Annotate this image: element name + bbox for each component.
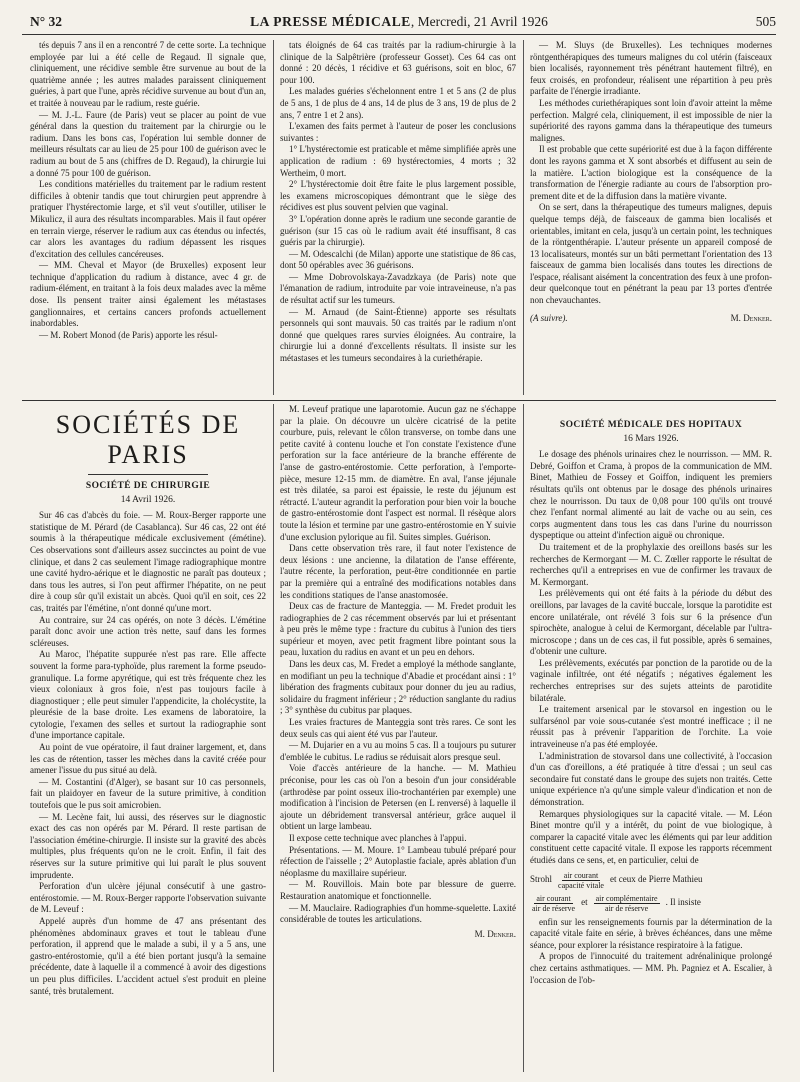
paragraph: 3° L'opération donne après le radium une seconde garantie de guérison (sur 15 cas où le radium avait été insuffisant, 8 cas guéris par la chirurgie). bbox=[280, 213, 516, 248]
paragraph: — M. Dujarier en a vu au moins 5 cas. Il a toujours pu suturer d'emblée le cubitus. Le radius se réduisait alors presque seul. bbox=[280, 740, 516, 762]
paragraph: Au contraire, sur 24 cas opérés, on note 3 décès. L'émétine paraît donc avoir une action très nette, sauf dans les formes scléreuses. bbox=[30, 614, 266, 648]
page-folio: 505 bbox=[755, 14, 776, 29]
paragraph: 2° L'hystérectomie doit être faite le plus largement possible, les examens microscopiques démontrant que le siège des récidives est plus souvent pelvien que vaginal. bbox=[280, 179, 516, 213]
paragraph: Les prélèvements qui ont été faits à la période du début des oreillons, par lavages de la cavité buccale, lorsque la parotidite est encore unilatérale, ont révélé 3 fois sur 6 la présence d'un spirochète, analogue à celui de Kermorgant, décelable par l'ultramicroscope ; dans un de ces cas, il fut possible, après 6 semaines, d'obtenir une culture. bbox=[530, 588, 772, 657]
bottom-column-3 bbox=[530, 404, 772, 1072]
bottom-column-2 bbox=[280, 404, 516, 1072]
newspaper-page bbox=[22, 12, 776, 1074]
paragraph: Les vraies fractures de Manteggia sont très rares. Ce sont les deux seuls cas qui aient été vus par l'auteur. bbox=[280, 717, 516, 739]
session-date-hospitals: 16 Mars 1926. bbox=[623, 433, 679, 444]
paragraph: Il expose cette technique avec planches à l'appui. bbox=[289, 832, 467, 843]
paragraph: M. Leveuf pratique une laparotomie. Aucun gaz ne s'échappe par la plaie. On découvre un ulcère cicatrisé de la petite courbure, puis, relevant le côlon transverse, on tombe dans une petite cavité à contenu louche et l'on constate l'existence d'une perforation sur la face antérieure de la branche efférente de l'anse de gastro-entérostomie. Cette perforation, à l'emporte-pièce, mesure 12-15 mm. de diamètre. En aval, l'anse jéjunale est très dilatée, sa paroi est épaissie, le reste du jéjunum est rétracté. L'auteur agrandit la perforation pour bien voir la bouche de gastro-entérostomie dont l'aspect est normal. Il résèque alors toute la lésion et termine par une gastro-entérostomie en Y suivie d'une exclusion pylorique au fil. Suites simples. Guérison. bbox=[280, 404, 516, 542]
paragraph: — M. J.-L. Faure (de Paris) veut se placer au point de vue général dans la question du traitement par la chirurgie ou le radium. Dans les bons cas, l'opération lui semble donner de meilleurs résultats car au lieu de 25 pour 100 de guérison avec le radium au bout de 5 ans (chiffres de D. Regaud), la chirurgie lui a donné 75 pour 100 de guérison. bbox=[30, 109, 266, 178]
paragraph: — M. Arnaud (de Saint-Étienne) apporte ses résultats personnels qui sont mauvais. 50 cas traités par le radium n'ont donné que quelques rares survies éloignées. Au contraire, la chirurgie lui a donné d'excellents résultats. Il insiste sur les métastases et les tumeurs secondaires à la curiethérapie. bbox=[280, 306, 516, 364]
paragraph: On se sert, dans la thérapeutique des tumeurs malignes, depuis quelque temps déjà, de faisceaux de gamma bien localisés et orientables, imitant en cela, jusqu'à un certain point, les techniques de la röntgenthérapie. L'auteur présente un appareil composé de 13 localisateurs, montés sur un bâti permettant l'orientation des 13 faisceaux de gamma bien localisés dans toutes les directions de l'espace, réalisant aisément la concentration des feux à une profondeur quelconque tout en pénétrant la peau par 13 portes d'entrée non chevauchantes. bbox=[530, 202, 772, 306]
paragraph: — M. Costantini (d'Alger), se basant sur 10 cas personnels, fait un plaidoyer en faveur de la suture primitive, à condition toutefois que le pus soit amicrobien. bbox=[30, 776, 266, 811]
paragraph: 1° L'hystérectomie est praticable et même simplifiée après une application de radium : 69 hystérectomies, 4 morts ; 32 Wertheim, 0 mort. bbox=[280, 144, 516, 178]
paragraph: — M. Robert Monod (de Paris) apporte les résul- bbox=[39, 329, 218, 340]
paragraph: Il est probable que cette supériorité est due à la façon différente dont les rayons gamma et X sont absorbés et diffusent au sein de la matière. L'action biologique est la conséquence de la transformation de l'énergie radiante au cours de l'absorption proprement dite et de la diffusion dans la matière vivante. bbox=[530, 144, 772, 201]
paragraph: Remarques physiologiques sur la capacité vitale. — M. Léon Binet montre qu'il y a intérêt, du point de vue biologique, à comparer la capacité vitale avec les éléments qui par leur addition constituent cette capacité vitale. Il expose les rapports récemment étudiés dans ce sens, et, en particulier, celui de bbox=[530, 808, 772, 865]
paragraph: — M. Lecène fait, lui aussi, des réserves sur le diagnostic exact des cas non opérés par M. Pérard. Il reste partisan de l'association émétine-chirurgie. Il insiste sur la gravité des abcès multiples, plus fréquents qu'on ne le croit. Enfin, il fait des réserves sur la suture primitive qui lui paraît le plus souvent imprudente. bbox=[30, 811, 266, 880]
formula-line-2: $\frac{\text{air courant}}{\text{air de réserve}}$ et $\frac{\text{air complémentaire}}{\text{air de réserve}}$ . Il insiste bbox=[532, 893, 701, 913]
paragraph: A propos de l'innocuité du traitement adrénalinique prolongé chez certains asthmatiques. — MM. Ph. Pagniez et A. Escalier, à l'occasion de l'ob- bbox=[530, 951, 772, 985]
paragraph: Dans cette observation très rare, il faut noter l'existence de deux lésions : une ancienne, la dilatation de l'anse efférente, l'autre récente, la perforation, peut-être conditionnée en partie par la première qui a entraîné des modifications notables dans les conditions statiques de l'anse anastomosée. bbox=[280, 543, 516, 600]
journal-title: LA PRESSE MÉDICALE, Mercredi, 21 Avril 1926 bbox=[250, 14, 548, 29]
fraction-2: $\frac{\text{air complémentaire}}{\text{air de réserve}}$ bbox=[595, 893, 658, 913]
paragraph: Les conditions matérielles du traitement par le radium restent difficiles à obtenir tandis que tout chirurgien peut apprendre à pratiquer l'hystérectomie large, et s'il veut s'outiller, utiliser le Mikulicz, il aura des résultats incomparables. Mais il faut opérer en terrain vierge, réserver le radium aux cas étendus ou infectés, car alors les avantages du radium dépassent les risques d'excitation des cellules cancéreuses. bbox=[30, 179, 266, 259]
paragraph: — M. Rouvillois. Main bote par blessure de guerre. Restauration anatomique et fonctionnelle. bbox=[280, 879, 516, 901]
session-date: 14 Avril 1926. bbox=[120, 494, 176, 505]
paragraph: Du traitement et de la prophylaxie des oreillons basés sur les recherches de Kermorgant — M. C. Zœller rapporte le résultat de recherches qu'il a entreprises en vue de confirmer les travaux de M. Kermorgant. bbox=[530, 541, 772, 587]
paragraph: — M. Sluys (de Bruxelles). Les techniques modernes röntgenthérapiques des tumeurs malignes du col utérin (faisceaux bien localisés, rayonnement très pénétrant hautement filtré), en feux croisés, en profondeur, réalisent une répartition à peu près parfaite de l'énergie irradiante. bbox=[530, 40, 772, 97]
page-header bbox=[22, 12, 776, 35]
paragraph: enfin sur les renseignements fournis par la détermination de la capacité vitale faite en série, à brèves échéances, dans une même séance, pour explorer la résistance respiratoire à la fatigue. bbox=[530, 916, 772, 950]
paragraph: tés depuis 7 ans il en a rencontré 7 de cette sorte. La technique employée par lui a été celle de Regaud. Il signale que, cliniquement, une récidive semble être survenue au bout de la quatrième année ; les autres malades paraissent cliniquement guéries, à part que l'une, après récidive survenue au bout d'un an, et traitée à nouveau par le radium, reste guérie. bbox=[30, 40, 266, 108]
top-column-2 bbox=[280, 40, 516, 395]
paragraph: Au Maroc, l'hépatite suppurée n'est pas rare. Elle affecte souvent la forme para-typhoïde, plus rarement la forme pseudo-granulique. La forme apyrétique, qui est très fréquente chez les vieux coloniaux à gros foie, n'est pas toujours facile à diagnostiquer ; elle peut simuler l'appendicite, la cholécystite, la pleurésie de la base droite. Les examens de laboratoire, la cytologie, l'examen des selles et surtout la radiographie sont d'une importance capitale. bbox=[30, 649, 266, 741]
paragraph: Dans les deux cas, M. Fredet a employé la méthode sanglante, en modifiant un peu la technique d'Abadie et procédant ainsi : 1° libération des fragments cubitaux pour donner du jeu au radius, solidaire du fragment inférieur ; 2° réduction sanglante du radius ; 3° synthèse du cubitus par plaques. bbox=[280, 659, 516, 716]
paragraph: Les méthodes curiethérapiques sont loin d'avoir atteint la même perfection. Malgré cela, cliniquement, il est impossible de nier la supériorité des rayons gamma dans la thérapeutique des tumeurs malignes. bbox=[530, 97, 772, 143]
top-column-3 bbox=[530, 40, 772, 395]
fraction-box: $\frac{\text{air courant}}{\text{capacité vitale}}$ bbox=[558, 870, 604, 890]
top-column-1 bbox=[30, 40, 266, 395]
society-title-hospitals: SOCIÉTÉ MÉDICALE DES HOPITAUX bbox=[559, 420, 743, 430]
paragraph: Le traitement arsenical par le stovarsol en ingestion ou le sulfarsénol par voie sous-cutanée s'est montré inefficace ; il ne réussit pas à prévenir l'apparition de l'orchite. La voie intraveineuse n'a pas été employée. bbox=[530, 704, 772, 750]
paragraph: Présentations. — M. Moure. 1° Lambeau tubulé préparé pour réfection de l'aisselle ; 2° Autoplastie faciale, après ablation d'un néoplasme du maxillaire supérieur. bbox=[280, 844, 516, 878]
bottom-column-1 bbox=[30, 404, 266, 1072]
paragraph: Les malades guéries s'échelonnent entre 1 et 5 ans (2 de plus de 5 ans, 1 de plus de 4 ans, 14 de plus de 3 ans, 19 de plus de 2 ans, 7 entre 1 et 2 ans). bbox=[280, 86, 516, 120]
paragraph: — M. Mauclaire. Radiographies d'un homme-squelette. Laxité considérable de toutes les articulations. bbox=[280, 902, 516, 925]
paragraph: L'administration de stovarsol dans une collectivité, à l'occasion d'un cas d'oreillons, a été pratiquée à titre d'essai ; un seul cas secondaire fut constaté dans le groupe des sujets non traités. Cette unique expérience n'a qu'une simple valeur d'indication et non de démonstration. bbox=[530, 750, 772, 807]
column-divider bbox=[523, 404, 524, 1072]
issue-number: N° 32 bbox=[30, 14, 63, 29]
paragraph: Perforation d'un ulcère jéjunal consécutif à une gastro-entérostomie. — M. Roux-Berger rapporte l'observation suivante de M. Leveuf : bbox=[30, 881, 266, 915]
paragraph: Les prélèvements, exécutés par ponction de la parotide ou de la vaginale infiltrée, ont été négatifs ; négatives également les recherches entreprises sur des sujets atteints de parotidite bilatérale. bbox=[530, 657, 772, 703]
paragraph: — Mme Dobrovolskaya-Zavadzkaya (de Paris) note que l'émanation de radium, introduite par voie intraveineuse, n'a pas de résultat actif sur les tumeurs. bbox=[280, 271, 516, 306]
top-signature: (A suivre). M. Denker. bbox=[530, 312, 772, 323]
paragraph: — M. Odescalchi (de Milan) apporte une statistique de 86 cas, dont 50 opérables avec 36 guérisons. bbox=[280, 248, 516, 271]
paragraph: Appelé auprès d'un homme de 47 ans présentant des phénomènes abdominaux graves et tout le tableau d'une perforation, il apprend que le malade a subi, il y a 5 ans, une gastro-entérostomie, qu'il a été bien portant jusqu'à la semaine précédente, date à laquelle il a commencé à avoir des digestions un peu plus difficiles. L'accident actuel s'est produit en pleine santé, très brutalement. bbox=[30, 915, 266, 996]
fraction-1: $\frac{\text{air courant}}{\text{air de réserve}}$ bbox=[532, 893, 576, 913]
section-title: SOCIÉTÉS DE PARIS bbox=[55, 410, 241, 469]
paragraph: Sur 46 cas d'abcès du foie. — M. Roux-Berger rapporte une statistique de M. Pérard (de Casablanca). Sur 46 cas, 22 ont été soumis à la thérapeutique médicale exclusivement (émétine). Ces observations sont d'ailleurs assez succinctes au point de vue clinique, et dans 2 cas seulement l'image radiographique montre une cavité hydro-aérique et le diagnostic ne paraît pas douteux ; dans tous les autres, si l'on peut affirmer l'hépatite, on ne peut dire à coup sûr qu'il existait un abcès. Quoi qu'il en soit, ces 22 cas, traités par l'émétine, n'ont donné qu'une mort. bbox=[30, 510, 266, 613]
paragraph: Deux cas de fracture de Manteggia. — M. Fredet produit les radiographies de 2 cas récemment observés par lui et présentant à peu près le même type : fracture du cubitus à l'union des tiers supérieur et moyen, avec petit fragment libre pointant sous la peau, luxation du radius en avant et un peu en dehors. bbox=[280, 601, 516, 658]
column-divider bbox=[273, 404, 274, 1072]
society-title: SOCIÉTÉ DE CHIRURGIE bbox=[85, 481, 211, 491]
paragraph: tats éloignés de 64 cas traités par la radium-chirurgie à la clinique de la Salpêtrière (professeur Gosset). Ces 64 cas ont donné : 20 décès, 1 récidive et 63 guérisons, soit en bloc, 67 pour 100. bbox=[280, 40, 516, 85]
formula-line: Strohl $\frac{\text{air courant}}{\text{capacité vitale}}$ et ceux de Pierre Mathieu bbox=[530, 870, 703, 890]
paragraph: Le dosage des phénols urinaires chez le nourrisson. — MM. R. Debré, Goiffon et Crama, à propos de la communication de MM. Binet, Mathieu de Fossey et Goiffon, indiquent les premiers résultats qu'ils ont obtenus par le dosage des phénols urinaires chez le nourrisson. Du taux de 0,08 pour 100 qu'ils ont trouvé chez l'enfant normal alimenté au lait de vache ou au sein, ces corps augmentent dans tous les cas dans l'urine du nourrisson dyspeptique ou atteint d'infection aiguë ou chronique. bbox=[530, 449, 772, 541]
column-divider bbox=[273, 40, 274, 395]
bottom-signature: M. Denker. bbox=[474, 928, 516, 939]
paragraph: L'examen des faits permet à l'auteur de poser les conclusions suivantes : bbox=[280, 121, 516, 143]
title-rule bbox=[88, 474, 208, 475]
paragraph: Voie d'accès antérieure de la hanche. — M. Mathieu préconise, pour les cas où l'on a besoin d'un jour considérable (arthrodèse par point osseux ilio-trochantérien par exemple) une modification à l'incision de Petersen (en L renversé) à laquelle il ajoute un débridement transversal antérieur, grâce auquel il obtient un large lambeau. bbox=[280, 763, 516, 832]
paragraph: Au point de vue opératoire, il faut drainer largement, et, dans les cas de rétention, tasser les mèches dans la cavité créée pour amener l'issue du pus situé au delà. bbox=[30, 742, 266, 776]
paragraph: — MM. Cheval et Mayor (de Bruxelles) exposent leur technique d'application du radium à distance, avec 4 gr. de radium-élément, en traitant à la fois deux malades avec la même dose. Ils pensent traiter ainsi également les métastases ganglionnaires, et certains cancers profonds actuellement inabordables. bbox=[30, 260, 266, 329]
section-divider bbox=[22, 400, 776, 401]
column-divider bbox=[523, 40, 524, 395]
